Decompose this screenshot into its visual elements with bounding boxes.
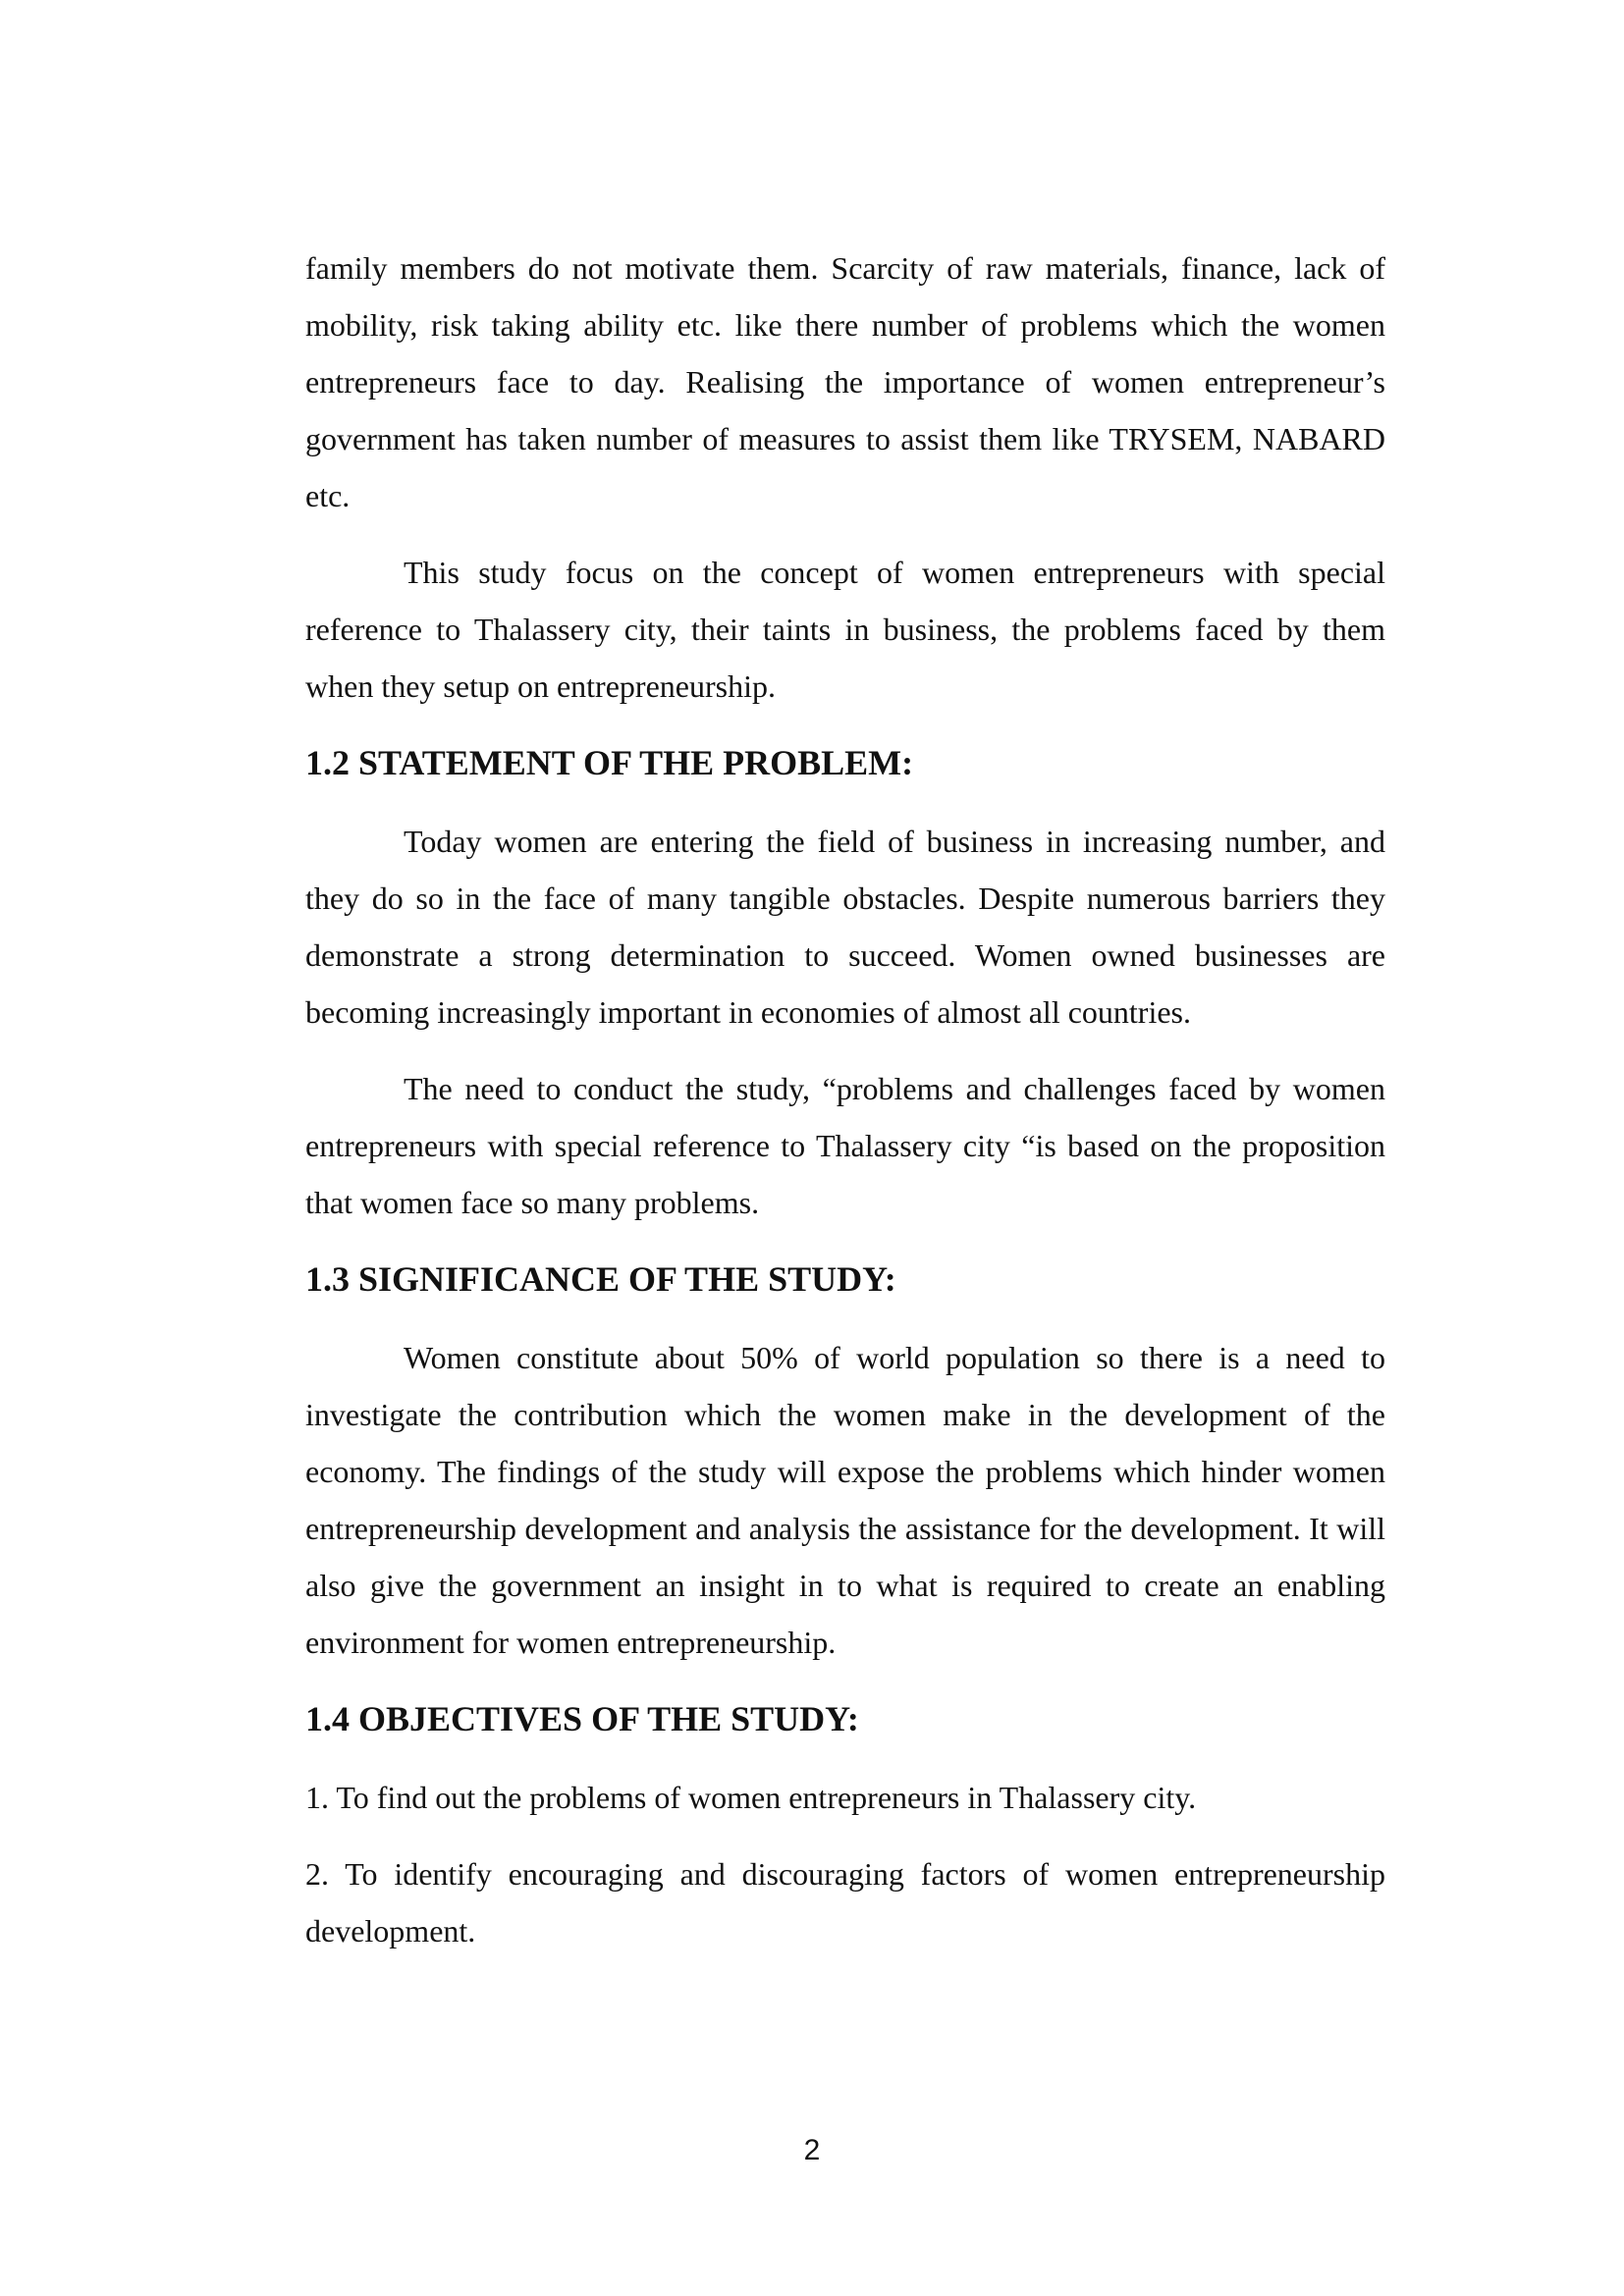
body-paragraph: Women constitute about 50% of world population so there is a need to investigate the contribution which the women make in the development of the economy. The findings of the study will expose the problems which hinder women entrepreneurship development and analysis the assistance for the development. It will also give the government an insight in to what is required to create an enabling environment for women entrepreneurship. <box>305 1340 1385 1660</box>
intro-paragraph: This study focus on the concept of women entrepreneurs with special reference to Thalassery city, their taints in business, the problems faced by them when they setup on entrepreneurship. <box>305 555 1385 704</box>
section-heading-significance: 1.3 SIGNIFICANCE OF THE STUDY: <box>305 1259 896 1299</box>
page-number: 2 <box>803 2134 821 2166</box>
objective-item: 2. To identify encouraging and discouraging factors of women entrepreneurship development. <box>305 1856 1385 1949</box>
section-heading-objectives: 1.4 OBJECTIVES OF THE STUDY: <box>305 1699 859 1738</box>
section-heading-statement-of-problem: 1.2 STATEMENT OF THE PROBLEM: <box>305 743 914 782</box>
intro-paragraph: family members do not motivate them. Scarcity of raw materials, finance, lack of mobility, risk taking ability etc. like there number of problems which the women entrepreneurs face to day. Realising the importance of women entrepreneur’s government has taken number of measures to assist them like TRYSEM, NABARD etc. <box>305 250 1385 513</box>
document-page <box>305 240 1385 1979</box>
body-paragraph: The need to conduct the study, “problems and challenges faced by women entrepreneurs with special reference to Thalassery city “is based on the proposition that women face so many problems. <box>305 1071 1385 1220</box>
body-paragraph: Today women are entering the field of business in increasing number, and they do so in the face of many tangible obstacles. Despite numerous barriers they demonstrate a strong determination to succeed. Women owned businesses are becoming increasingly important in economies of almost all countries. <box>305 824 1385 1030</box>
objective-item: 1. To find out the problems of women entrepreneurs in Thalassery city. <box>305 1780 1197 1815</box>
